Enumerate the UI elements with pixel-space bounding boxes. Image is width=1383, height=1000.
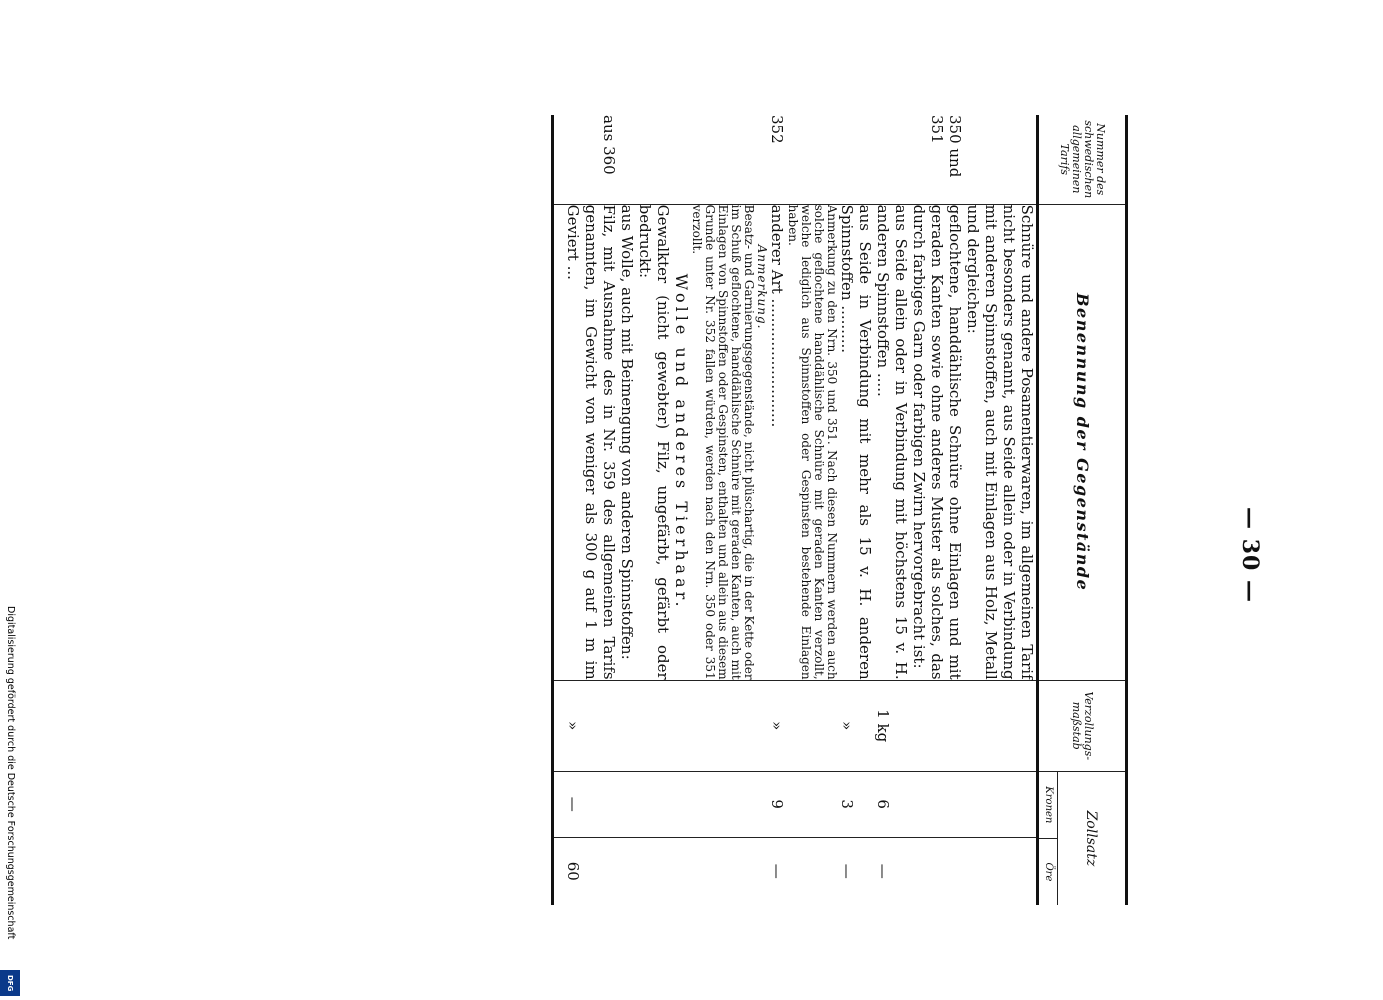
duty-unit: » — [838, 680, 874, 771]
note-text: Anmerkung zu den Nrn. 350 und 351. Nach diesen Nummern werden auch solche geflochtene handdählische Schnüre mit geraden Kanten verzollt, welche lediglich aus Spinnstoffen oder Gespinsten bestehende Einlagen haben. — [786, 204, 839, 680]
dfg-logo: DFG — [0, 970, 20, 996]
table-row — [636, 115, 672, 905]
item-description: Schnüre und andere Posamentierwaren, im allgemeinen Tarif nicht besonders genannt, aus Seide allein oder in Verbindung mit anderen Spinnstoffen, auch mit Einlagen aus Holz, Metall und dergleichen: — [964, 204, 1036, 680]
header-designation: Benennung der Gegenstände — [1038, 204, 1127, 680]
section-row — [672, 115, 690, 905]
table-row — [910, 115, 964, 905]
tariff-number: 350 und 351 — [910, 115, 964, 204]
note-block — [690, 204, 768, 680]
tariff-number — [838, 115, 874, 204]
table-row — [786, 115, 838, 905]
duty-unit: 1 kg — [874, 680, 910, 771]
tariff-number — [690, 115, 768, 204]
tariff-number — [964, 115, 1038, 204]
duty-kronen: — — [553, 771, 619, 837]
duty-unit: » — [553, 680, 619, 771]
table-row — [838, 115, 874, 905]
digitization-credit — [0, 606, 22, 996]
document-page — [233, 60, 1263, 940]
item-description: aus Wolle, auch mit Beimengung von anderen Spinnstoffen: — [618, 204, 636, 680]
table-row — [553, 115, 619, 905]
table-row — [690, 115, 768, 905]
header-duty-label: Zollsatz — [1083, 810, 1100, 867]
item-description: Gewalkter (nicht gewebter) Filz, ungefärbt, gefärbt oder bedruckt: — [636, 204, 672, 680]
table-header-row — [1038, 115, 1127, 905]
header-duty-kronen: Kronen — [1043, 786, 1054, 824]
duty-ore: — — [874, 863, 892, 879]
tariff-number — [786, 115, 838, 204]
tariff-number — [874, 115, 910, 204]
duty-ore: — — [838, 863, 856, 879]
duty-ore: 60 — [553, 837, 619, 905]
tariff-number — [636, 115, 672, 204]
duty-unit: » — [768, 680, 786, 771]
table-row — [768, 115, 786, 905]
section-heading: Wolle und anderes Tierhaar. — [672, 204, 690, 680]
duty-kronen: 6 — [874, 771, 910, 837]
header-tariff-number: Nummer des schwedischen allgemeinen Tarifs — [1038, 115, 1127, 204]
item-description: aus Seide allein oder in Verbindung mit höchstens 15 v. H. anderen Spinnstoffen ..... — [874, 204, 910, 680]
digitization-credit-text: Digitalisierung gefördert durch die Deutsche Forschungsgemeinschaft — [5, 606, 16, 940]
tariff-number — [618, 115, 636, 204]
table-row — [874, 115, 910, 905]
item-description: Filz, mit Ausnahme des in Nr. 359 des allgemeinen Tarifs genannten, im Gewicht von weniger als 300 g auf 1 m im Geviert ... — [553, 204, 619, 680]
item-description: anderer Art ........................... — [768, 204, 786, 680]
note-text: Besatz- und Garnierungsgegenstände, nicht plüschartig, die in der Kette oder im Schuß geflochtene, handdählische Schnüre mit geraden Kanten, auch mit Einlagen von Spinnstoffen oder Gespinsten, enthalten und allein aus diesem Grunde unter Nr. 352 fallen würden, werden nach den Nrn. 350 oder 351 verzollt. — [690, 204, 756, 680]
header-duty-ore: Öre — [1039, 838, 1057, 905]
note-title: Anmerkung. — [755, 244, 769, 330]
item-description: geflochtene, handdählische Schnüre ohne Einlagen und mit geraden Kanten sowie ohne anderes Muster als solches, das durch farbiges Garn oder farbigen Zwirn hervorgebracht ist: — [910, 204, 964, 680]
tariff-number: aus 360 — [553, 115, 619, 204]
header-duty — [1038, 771, 1127, 905]
duty-kronen: 3 — [838, 771, 874, 837]
item-description: aus Seide in Verbindung mit mehr als 15 v. H. anderen Spinnstoffen .......... — [838, 204, 874, 680]
table-row — [618, 115, 636, 905]
tariff-table — [551, 115, 1128, 905]
page-number: — 30 — — [1237, 507, 1263, 603]
duty-kronen: 9 — [768, 771, 786, 837]
tariff-number: 352 — [768, 115, 786, 204]
table-row — [964, 115, 1038, 905]
header-unit: Verzollungs-maßstab — [1038, 680, 1127, 771]
duty-ore: — — [768, 863, 786, 879]
